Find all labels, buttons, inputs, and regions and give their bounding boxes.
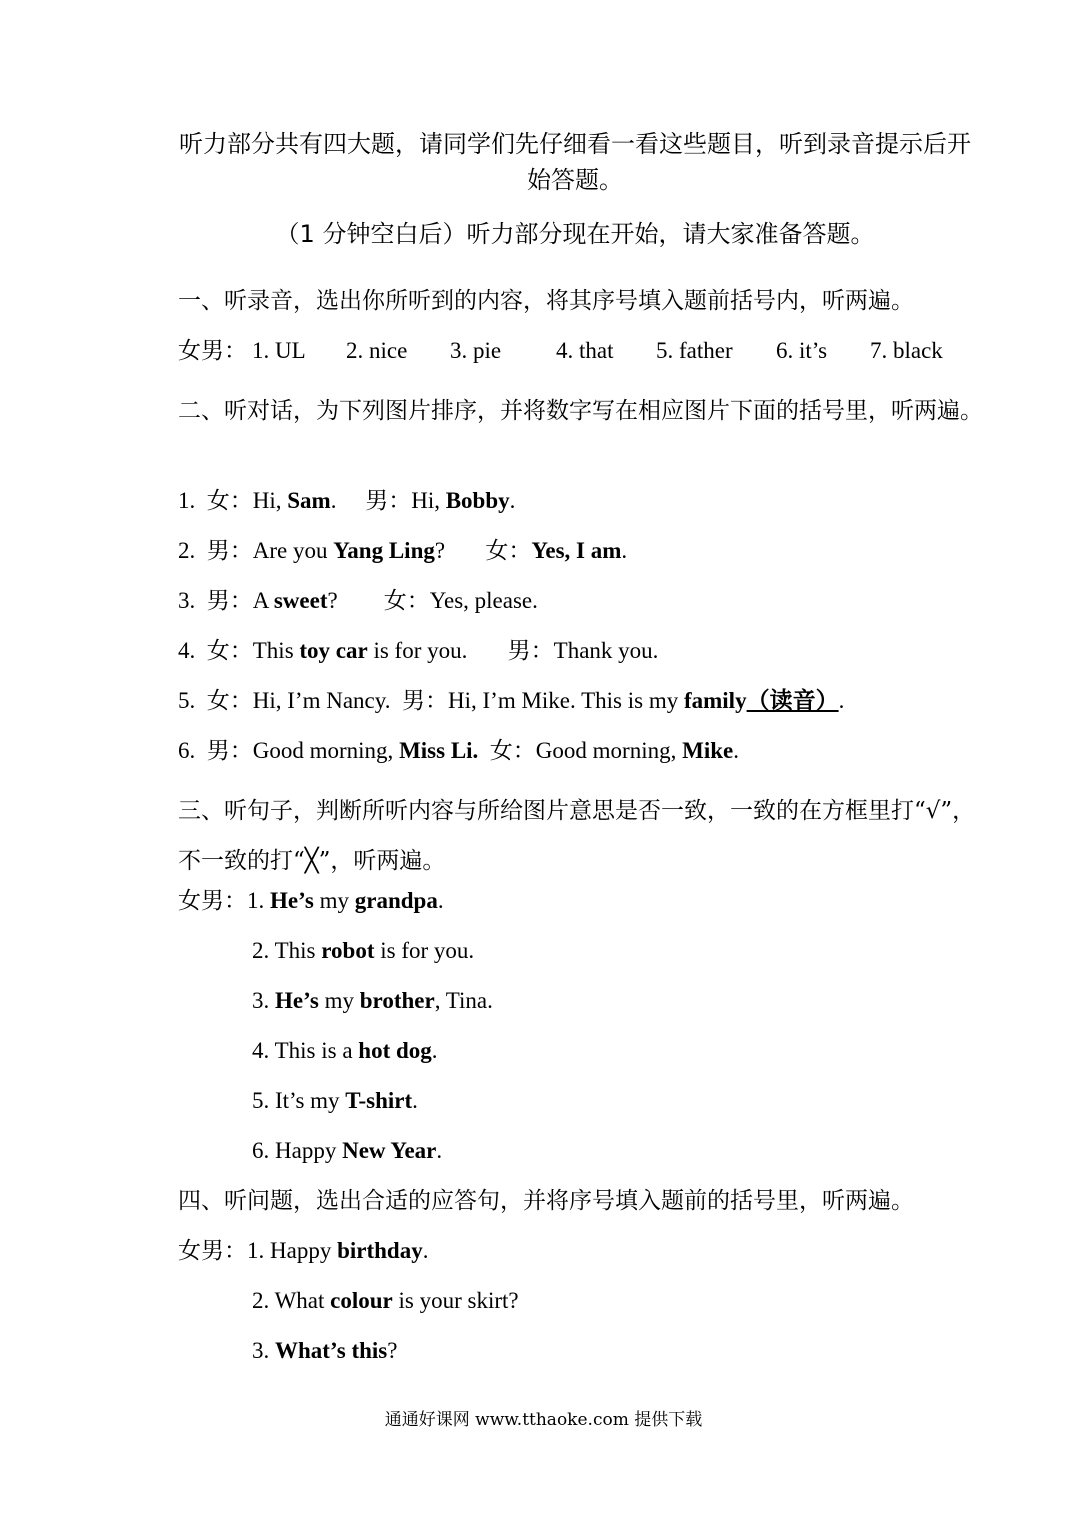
word-item: 2. nice (346, 338, 408, 363)
sentence-line (252, 986, 987, 1016)
sentence-text: is for you. (374, 938, 475, 963)
dialog-keyword: sweet (273, 588, 328, 613)
sentence-text: . (436, 1138, 443, 1163)
speaker-label: 女： (206, 688, 253, 713)
question-line (178, 1236, 987, 1266)
speaker-label: 女： (206, 638, 253, 663)
speaker-label: 男： (206, 588, 253, 613)
dialog-text: ? (327, 588, 338, 613)
sentence-text: . (412, 1088, 418, 1113)
dialog-text: Hi, (411, 488, 446, 513)
word-item: 3. pie (450, 338, 502, 363)
dialog-line (178, 586, 987, 616)
question-text: 3. (252, 1338, 275, 1363)
dialog-text: Hi, I’m Nancy. (252, 688, 391, 713)
question-keyword: What’s this (275, 1338, 388, 1363)
sentence-text: 1. (247, 888, 270, 913)
sentence-keyword: He’s (275, 988, 319, 1013)
dialog-keyword: Miss Li. (399, 738, 479, 763)
speaker-label: 女男： (178, 338, 247, 363)
speaker-label: 男： (402, 688, 448, 713)
dialog-number: 3. (178, 588, 196, 613)
speaker-label: 女： (206, 488, 253, 513)
sentence-text: my (313, 888, 355, 913)
question-text: ? (387, 1338, 398, 1363)
sentence-text: 3. (252, 988, 275, 1013)
sentence-text: 4. This is a (252, 1038, 359, 1063)
speaker-label: 女： (485, 538, 532, 563)
question-keyword: colour (330, 1288, 393, 1313)
question-text: 1. Happy (247, 1238, 338, 1263)
dialog-number: 1. (178, 488, 196, 513)
sentence-line (252, 1036, 987, 1066)
sentence-keyword: He’s (270, 888, 314, 913)
dialog-keyword: family (683, 688, 747, 713)
dialog-text: is for you. (367, 638, 468, 663)
sentence-text: 6. Happy (252, 1138, 343, 1163)
intro-start-notice: （1 分钟空白后）听力部分现在开始，请大家准备答题。 (275, 220, 875, 248)
section2-heading: 二、听对话，为下列图片排序，并将数字写在相应图片下面的括号里，听两遍。 (178, 398, 983, 424)
sentence-keyword: robot (321, 938, 375, 963)
dialog-number: 4. (178, 638, 196, 663)
word-item: 5. father (656, 338, 733, 363)
dialog-text: . (330, 488, 337, 513)
word-item: 1. UL (252, 338, 306, 363)
page-footer: 通通好课网 www.tthaoke.com 提供下载 (384, 1410, 703, 1430)
speaker-label: 女男： (178, 1238, 247, 1263)
dialog-text: A (252, 588, 274, 613)
sentence-line (252, 1086, 987, 1116)
dialog-keyword: Bobby (445, 488, 510, 513)
sentence-text: . (437, 888, 444, 913)
question-text: is your skirt? (392, 1288, 519, 1313)
dialog-text: . (838, 688, 845, 713)
section1-heading: 一、听录音，选出你所听到的内容，将其序号填入题前括号内，听两遍。 (178, 288, 914, 314)
word-item: 6. it’s (776, 338, 828, 363)
question-text: . (422, 1238, 429, 1263)
dialog-text: Are you (252, 538, 334, 563)
sentence-line (252, 1136, 987, 1166)
dialog-line (178, 486, 987, 516)
sentence-text: . (431, 1038, 438, 1063)
dialog-keyword: Yes, I am (531, 538, 622, 563)
dialog-text: . (509, 488, 516, 513)
sentence-keyword: brother (359, 988, 435, 1013)
dialog-line (178, 736, 987, 766)
dialog-line (178, 636, 987, 666)
dialog-keyword: Sam (287, 488, 331, 513)
question-text: 2. What (252, 1288, 331, 1313)
speaker-label: 男： (206, 538, 253, 563)
question-line (252, 1286, 987, 1316)
speaker-label: 男： (507, 638, 554, 663)
sentence-keyword: New Year (342, 1138, 437, 1163)
dialog-text: ? (434, 538, 446, 563)
dialog-line (178, 536, 987, 566)
dialog-keyword: Mike (682, 738, 734, 763)
question-keyword: birthday (337, 1238, 423, 1263)
pronunciation-note: （读音） (746, 688, 839, 713)
question-line (252, 1336, 987, 1366)
section4-heading: 四、听问题，选出合适的应答句，并将序号填入题前的括号里，听两遍。 (178, 1188, 914, 1214)
dialog-keyword: Yang Ling (333, 538, 435, 563)
speaker-label: 女： (489, 738, 536, 763)
dialog-text: Yes, please. (429, 588, 538, 613)
word-item: 7. black (870, 338, 943, 363)
dialog-text: This (252, 638, 300, 663)
word-item: 4. that (556, 338, 614, 363)
speaker-label: 女男： (178, 888, 247, 913)
sentence-keyword: hot dog (358, 1038, 432, 1063)
sentence-line (178, 886, 987, 916)
dialog-number: 6. (178, 738, 196, 763)
sentence-text: 5. It’s my (252, 1088, 346, 1113)
section1-items (178, 336, 987, 366)
speaker-label: 女： (383, 588, 430, 613)
dialog-number: 5. (178, 688, 196, 713)
dialog-text: Thank you. (553, 638, 659, 663)
dialog-number: 2. (178, 538, 196, 563)
dialog-text: Good morning, (252, 738, 400, 763)
dialog-keyword: toy car (299, 638, 368, 663)
sentence-keyword: grandpa (354, 888, 438, 913)
dialog-text: . (733, 738, 739, 763)
dialog-text: Good morning, (535, 738, 683, 763)
speaker-label: 男： (206, 738, 253, 763)
sentence-text: , Tina. (434, 988, 493, 1013)
dialog-line (178, 686, 987, 716)
section3-heading: 三、听句子，判断所听内容与所给图片意思是否一致，一致的在方框里打“√”，不一致的打“╳”，听两遍。 (178, 798, 976, 874)
sentence-keyword: T-shirt (345, 1088, 413, 1113)
intro-instruction: 听力部分共有四大题，请同学们先仔细看一看这些题目，听到录音提示后开始答题。 (179, 130, 971, 194)
sentence-text: my (318, 988, 360, 1013)
sentence-text: 2. This (252, 938, 322, 963)
dialog-text: Hi, I’m Mike. This is my (448, 688, 684, 713)
dialog-text: . (621, 538, 628, 563)
dialog-text: Hi, (252, 488, 288, 513)
speaker-label: 男： (365, 488, 412, 513)
sentence-line (252, 936, 987, 966)
